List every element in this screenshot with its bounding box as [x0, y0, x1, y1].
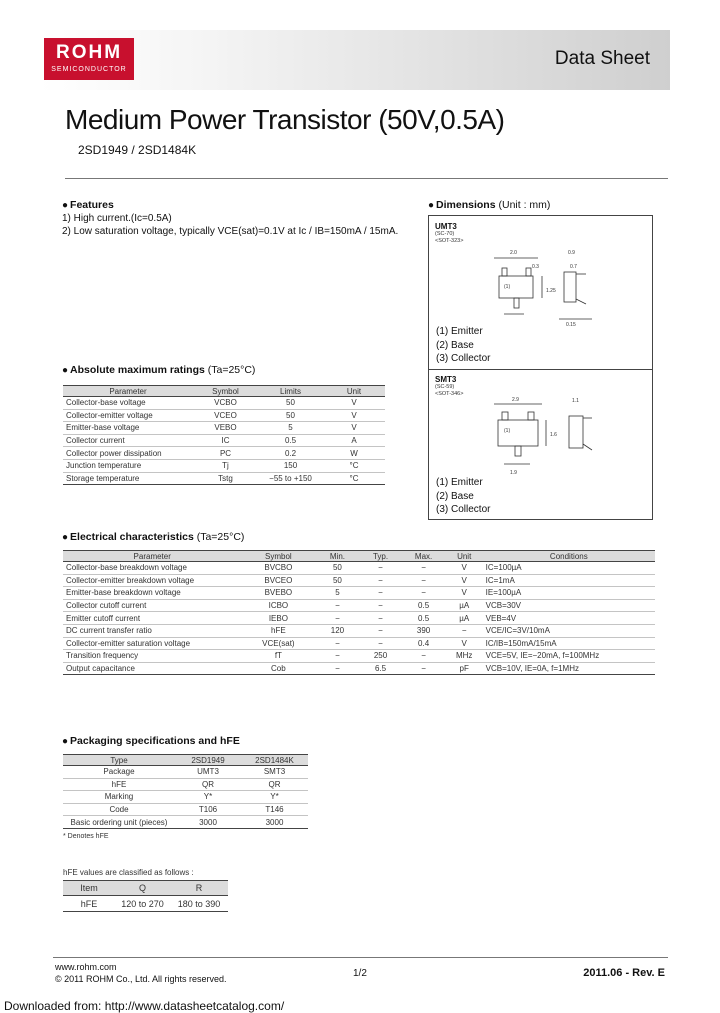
table-cell: 120 to 270: [115, 896, 170, 912]
table-row: [63, 447, 385, 460]
table-cell: UMT3: [175, 766, 241, 779]
column-header: Symbol: [193, 386, 258, 397]
table-cell: −: [315, 662, 359, 675]
table-cell: IEBO: [241, 612, 315, 625]
dimensions-heading: ● Dimensions (Unit : mm): [428, 199, 551, 211]
table-cell: PC: [193, 447, 258, 460]
table-row: [63, 434, 385, 447]
table-cell: IE=100µA: [483, 587, 655, 600]
pin-label: (1) Emitter: [436, 477, 483, 488]
bullet-icon: ●: [62, 365, 69, 376]
table-cell: −55 to +150: [258, 472, 323, 485]
svg-text:1.6: 1.6: [550, 432, 557, 438]
table-row: [63, 624, 655, 637]
table-cell: V: [323, 397, 385, 410]
table-row: [63, 599, 655, 612]
table-header-row: [63, 386, 385, 397]
table-cell: Y*: [175, 791, 241, 804]
table-cell: 50: [258, 409, 323, 422]
table-header-row: [63, 551, 655, 562]
package-alt: <SOT-323>: [435, 238, 464, 244]
table-cell: −: [360, 574, 402, 587]
table-cell: Output capacitance: [63, 662, 241, 675]
table-cell: −: [401, 587, 445, 600]
column-header: Max.: [401, 551, 445, 562]
table-header-row: [63, 881, 228, 896]
table-cell: VCEO: [193, 409, 258, 422]
table-cell: pF: [446, 662, 483, 675]
table-cell: °C: [323, 472, 385, 485]
feature-item: 1) High current.(Ic=0.5A): [62, 213, 172, 224]
umt3-drawing: [484, 244, 644, 344]
column-header: Unit: [323, 386, 385, 397]
table-cell: −: [360, 624, 402, 637]
table-cell: MHz: [446, 650, 483, 663]
page-number: 1/2: [353, 968, 367, 979]
rohm-logo: [44, 38, 134, 80]
table-cell: 5: [258, 422, 323, 435]
table-cell: Collector current: [63, 434, 193, 447]
table-cell: V: [446, 587, 483, 600]
table-row: [63, 472, 385, 485]
table-row: [63, 409, 385, 422]
table-cell: VCE(sat): [241, 637, 315, 650]
column-header: Parameter: [63, 551, 241, 562]
column-header: 2SD1949: [175, 755, 241, 766]
table-cell: IC/IB=150mA/15mA: [483, 637, 655, 650]
table-cell: Package: [63, 766, 175, 779]
abs-max-heading: ● Absolute maximum ratings (Ta=25°C): [62, 364, 256, 376]
table-cell: VEBO: [193, 422, 258, 435]
table-cell: BVCBO: [241, 562, 315, 575]
pin-label: (2) Base: [436, 490, 474, 502]
umt3-block: [435, 222, 463, 245]
package-alt: <SOT-346>: [435, 391, 464, 397]
smt3-pins: [436, 476, 490, 517]
table-cell: DC current transfer ratio: [63, 624, 241, 637]
header-rule: [65, 178, 668, 179]
table-cell: Code: [63, 803, 175, 816]
table-cell: hFE: [241, 624, 315, 637]
table-cell: BVCEO: [241, 574, 315, 587]
umt3-pins: [436, 325, 490, 366]
footer-url: www.rohm.com: [55, 962, 117, 972]
column-header: R: [170, 881, 228, 896]
elec-table: [63, 550, 655, 675]
svg-text:2.0: 2.0: [510, 250, 517, 256]
svg-text:(1): (1): [504, 428, 511, 434]
column-header: Q: [115, 881, 170, 896]
table-cell: V: [446, 562, 483, 575]
feature-item: 2) Low saturation voltage, typically VCE(sat)=0.1V at Ic / IB=150mA / 15mA.: [62, 226, 399, 237]
column-header: Min.: [315, 551, 359, 562]
table-row: [63, 766, 308, 779]
table-cell: Collector-base breakdown voltage: [63, 562, 241, 575]
doc-type: Data Sheet: [554, 48, 650, 69]
features-list: [62, 212, 398, 238]
packaging-note: * Denotes hFE: [63, 833, 109, 840]
table-cell: Tj: [193, 459, 258, 472]
table-cell: −: [401, 574, 445, 587]
table-row: [63, 587, 655, 600]
table-cell: 180 to 390: [170, 896, 228, 912]
table-cell: 120: [315, 624, 359, 637]
column-header: Item: [63, 881, 115, 896]
packaging-table: [63, 754, 308, 829]
bullet-icon: ●: [428, 200, 435, 211]
packaging-heading: ● Packaging specifications and hFE: [62, 735, 240, 747]
table-cell: −: [360, 599, 402, 612]
revision: 2011.06 - Rev. E: [583, 967, 665, 979]
table-cell: 50: [315, 562, 359, 575]
hfe-table: [63, 880, 228, 912]
table-cell: 0.5: [258, 434, 323, 447]
svg-text:0.3: 0.3: [532, 264, 539, 270]
table-cell: −: [360, 587, 402, 600]
table-header-row: [63, 755, 308, 766]
table-cell: Emitter-base breakdown voltage: [63, 587, 241, 600]
svg-text:0.9: 0.9: [568, 250, 575, 256]
package-alt: (SC-70): [435, 231, 455, 237]
table-cell: Collector-emitter breakdown voltage: [63, 574, 241, 587]
logo-name: ROHM: [55, 42, 123, 63]
column-header: Unit: [446, 551, 483, 562]
table-cell: IC=100µA: [483, 562, 655, 575]
table-row: [63, 574, 655, 587]
svg-text:(1): (1): [504, 284, 511, 290]
elec-heading: ● Electrical characteristics (Ta=25°C): [62, 531, 245, 543]
table-row: [63, 791, 308, 804]
table-cell: hFE: [63, 896, 115, 912]
table-cell: VEB=4V: [483, 612, 655, 625]
table-cell: 250: [360, 650, 402, 663]
features-heading: ● Features: [62, 199, 114, 211]
table-cell: 0.4: [401, 637, 445, 650]
table-cell: A: [323, 434, 385, 447]
table-cell: T146: [241, 803, 308, 816]
table-row: [63, 459, 385, 472]
table-row: [63, 612, 655, 625]
package-name: SMT3: [435, 375, 457, 384]
table-cell: Collector-base voltage: [63, 397, 193, 410]
table-cell: −: [360, 562, 402, 575]
table-cell: 5: [315, 587, 359, 600]
pin-label: (1) Emitter: [436, 326, 483, 337]
table-row: [63, 422, 385, 435]
column-header: Symbol: [241, 551, 315, 562]
abs-max-table: [63, 385, 385, 485]
table-cell: V: [323, 409, 385, 422]
svg-text:1.9: 1.9: [510, 470, 517, 476]
table-cell: −: [315, 599, 359, 612]
footer-rule: [53, 957, 668, 958]
table-cell: µA: [446, 612, 483, 625]
table-cell: VCE/IC=3V/10mA: [483, 624, 655, 637]
table-cell: Collector cutoff current: [63, 599, 241, 612]
table-cell: −: [401, 650, 445, 663]
table-cell: Y*: [241, 791, 308, 804]
part-numbers: 2SD1949 / 2SD1484K: [78, 143, 197, 157]
table-cell: 390: [401, 624, 445, 637]
table-cell: 50: [258, 397, 323, 410]
table-cell: 0.5: [401, 612, 445, 625]
table-row: [63, 662, 655, 675]
table-cell: QR: [175, 778, 241, 791]
table-cell: 50: [315, 574, 359, 587]
table-cell: Cob: [241, 662, 315, 675]
pin-label: (3) Collector: [436, 353, 491, 364]
package-name: UMT3: [435, 222, 457, 231]
pin-label: (2) Base: [436, 339, 474, 351]
bullet-icon: ●: [62, 736, 69, 747]
column-header: Typ.: [360, 551, 402, 562]
table-cell: hFE: [63, 778, 175, 791]
table-cell: IC: [193, 434, 258, 447]
bullet-icon: ●: [62, 200, 69, 211]
footer-copyright: © 2011 ROHM Co., Ltd. All rights reserved.: [55, 974, 227, 984]
table-cell: Basic ordering unit (pieces): [63, 816, 175, 829]
table-cell: Collector power dissipation: [63, 447, 193, 460]
column-header: Limits: [258, 386, 323, 397]
table-cell: SMT3: [241, 766, 308, 779]
table-cell: T106: [175, 803, 241, 816]
table-cell: QR: [241, 778, 308, 791]
table-cell: V: [323, 422, 385, 435]
table-cell: Collector-emitter voltage: [63, 409, 193, 422]
table-cell: °C: [323, 459, 385, 472]
table-cell: fT: [241, 650, 315, 663]
table-cell: 150: [258, 459, 323, 472]
table-cell: 3000: [175, 816, 241, 829]
table-cell: −: [401, 662, 445, 675]
table-cell: Storage temperature: [63, 472, 193, 485]
column-header: Type: [63, 755, 175, 766]
table-cell: −: [401, 562, 445, 575]
svg-text:1.1: 1.1: [572, 398, 579, 404]
table-row: [63, 562, 655, 575]
table-row: [63, 896, 228, 912]
table-cell: Junction temperature: [63, 459, 193, 472]
column-header: Parameter: [63, 386, 193, 397]
table-row: [63, 816, 308, 829]
package-alt: (SC-59): [435, 384, 455, 390]
dimensions-box: [428, 215, 653, 520]
table-cell: VCB=30V: [483, 599, 655, 612]
table-cell: V: [446, 574, 483, 587]
pin-label: (3) Collector: [436, 504, 491, 515]
table-cell: ICBO: [241, 599, 315, 612]
svg-text:0.7: 0.7: [570, 264, 577, 270]
column-header: Conditions: [483, 551, 655, 562]
table-cell: −: [315, 637, 359, 650]
table-cell: VCB=10V, IE=0A, f=1MHz: [483, 662, 655, 675]
table-cell: −: [315, 612, 359, 625]
table-cell: µA: [446, 599, 483, 612]
table-cell: 0.2: [258, 447, 323, 460]
table-cell: Transition frequency: [63, 650, 241, 663]
smt3-drawing: [484, 394, 644, 484]
table-cell: Emitter cutoff current: [63, 612, 241, 625]
table-cell: W: [323, 447, 385, 460]
table-row: [63, 803, 308, 816]
download-source: Downloaded from: http://www.datasheetcatalog.com/: [4, 999, 285, 1013]
bullet-icon: ●: [62, 532, 69, 543]
table-cell: −: [446, 624, 483, 637]
column-header: 2SD1484K: [241, 755, 308, 766]
table-cell: BVEBO: [241, 587, 315, 600]
table-cell: −: [360, 612, 402, 625]
svg-text:2.9: 2.9: [512, 397, 519, 403]
table-cell: VCE=5V, IE=−20mA, f=100MHz: [483, 650, 655, 663]
table-row: [63, 650, 655, 663]
table-cell: 0.5: [401, 599, 445, 612]
smt3-block: [435, 375, 463, 398]
svg-text:0.15: 0.15: [566, 322, 576, 328]
table-cell: −: [360, 637, 402, 650]
table-cell: VCBO: [193, 397, 258, 410]
svg-text:1.25: 1.25: [546, 288, 556, 294]
table-cell: IC=1mA: [483, 574, 655, 587]
table-cell: V: [446, 637, 483, 650]
table-row: [63, 778, 308, 791]
page-title: Medium Power Transistor (50V,0.5A): [65, 104, 505, 135]
table-cell: 3000: [241, 816, 308, 829]
logo-sub: SEMICONDUCTOR: [51, 66, 127, 73]
table-row: [63, 397, 385, 410]
hfe-intro: hFE values are classified as follows :: [63, 868, 194, 877]
table-cell: Tstg: [193, 472, 258, 485]
footer-left: [55, 961, 227, 985]
table-cell: Marking: [63, 791, 175, 804]
table-cell: 6.5: [360, 662, 402, 675]
table-row: [63, 637, 655, 650]
table-cell: Collector-emitter saturation voltage: [63, 637, 241, 650]
divider: [429, 369, 652, 370]
table-cell: −: [315, 650, 359, 663]
table-cell: Emitter-base voltage: [63, 422, 193, 435]
